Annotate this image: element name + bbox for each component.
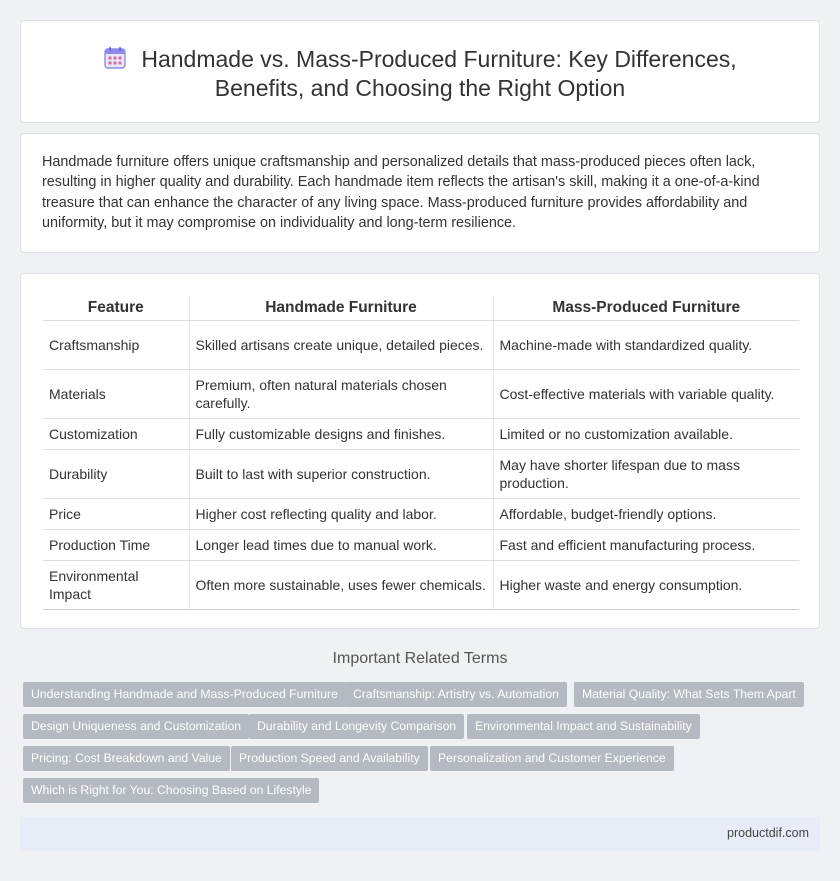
table-row xyxy=(43,498,799,529)
cell-feature: Customization xyxy=(43,418,189,449)
comparison-table xyxy=(43,296,799,610)
table-row xyxy=(43,320,799,369)
intro-card xyxy=(20,133,820,253)
comparison-card xyxy=(20,273,820,629)
cell-mass-produced: Fast and efficient manufacturing process. xyxy=(493,529,799,560)
table-row xyxy=(43,529,799,560)
cell-mass-produced: Higher waste and energy consumption. xyxy=(493,560,799,609)
related-term-tag[interactable]: Personalization and Customer Experience xyxy=(430,746,674,771)
related-term-tag[interactable]: Design Uniqueness and Customization xyxy=(23,714,249,739)
related-term-tag[interactable]: Durability and Longevity Comparison xyxy=(249,714,464,739)
related-term-tag[interactable]: Craftsmanship: Artistry vs. Automation xyxy=(345,682,567,707)
related-term-tag[interactable]: Production Speed and Availability xyxy=(231,746,428,771)
cell-mass-produced: Machine-made with standardized quality. xyxy=(493,320,799,369)
cell-handmade: Often more sustainable, uses fewer chemicals. xyxy=(189,560,493,609)
cell-mass-produced: May have shorter lifespan due to mass production. xyxy=(493,449,799,498)
cell-handmade: Higher cost reflecting quality and labor. xyxy=(189,498,493,529)
cell-feature: Craftsmanship xyxy=(43,320,189,369)
related-term-tag[interactable]: Understanding Handmade and Mass-Produced Furniture xyxy=(23,682,346,707)
column-header-handmade: Handmade Furniture xyxy=(189,296,493,320)
cell-handmade: Built to last with superior construction. xyxy=(189,449,493,498)
cell-feature: Environmental Impact xyxy=(43,560,189,609)
table-row xyxy=(43,418,799,449)
title-line-1: Handmade vs. Mass-Produced Furniture: Key Differences, xyxy=(141,46,737,72)
column-header-feature: Feature xyxy=(43,296,189,320)
cell-feature: Production Time xyxy=(43,529,189,560)
related-term-tag[interactable]: Pricing: Cost Breakdown and Value xyxy=(23,746,230,771)
intro-text: Handmade furniture offers unique craftsmanship and personalized details that mass-produced pieces often lack, resulting in higher quality and durability. Each handmade item reflects the artisan's skill, making it a one-of-a-kind treasure that can enhance the character of any living space. Mass-produced furniture provides affordability and uniformity, but it may compromise on individuality and long-term resilience. xyxy=(42,154,760,232)
related-terms-heading: Important Related Terms xyxy=(332,650,508,667)
related-term-tag[interactable]: Material Quality: What Sets Them Apart xyxy=(574,682,804,707)
calendar-icon xyxy=(103,46,127,70)
table-row xyxy=(43,369,799,418)
cell-feature: Price xyxy=(43,498,189,529)
table-row xyxy=(43,560,799,609)
cell-handmade: Skilled artisans create unique, detailed pieces. xyxy=(189,320,493,369)
cell-handmade: Fully customizable designs and finishes. xyxy=(189,418,493,449)
header-card xyxy=(20,20,820,123)
cell-feature: Durability xyxy=(43,449,189,498)
cell-mass-produced: Limited or no customization available. xyxy=(493,418,799,449)
column-header-mass-produced: Mass-Produced Furniture xyxy=(493,296,799,320)
footer xyxy=(20,817,820,851)
page-title xyxy=(21,45,819,103)
cell-mass-produced: Affordable, budget-friendly options. xyxy=(493,498,799,529)
cell-mass-produced: Cost-effective materials with variable quality. xyxy=(493,369,799,418)
cell-feature: Materials xyxy=(43,369,189,418)
cell-handmade: Premium, often natural materials chosen carefully. xyxy=(189,369,493,418)
related-term-tag[interactable]: Which is Right for You: Choosing Based on Lifestyle xyxy=(23,778,319,803)
table-header-row xyxy=(43,296,799,320)
related-term-tag[interactable]: Environmental Impact and Sustainability xyxy=(467,714,700,739)
footer-site-name[interactable]: productdif.com xyxy=(727,826,809,840)
table-row xyxy=(43,449,799,498)
cell-handmade: Longer lead times due to manual work. xyxy=(189,529,493,560)
title-line-2: Benefits, and Choosing the Right Option xyxy=(214,75,626,101)
